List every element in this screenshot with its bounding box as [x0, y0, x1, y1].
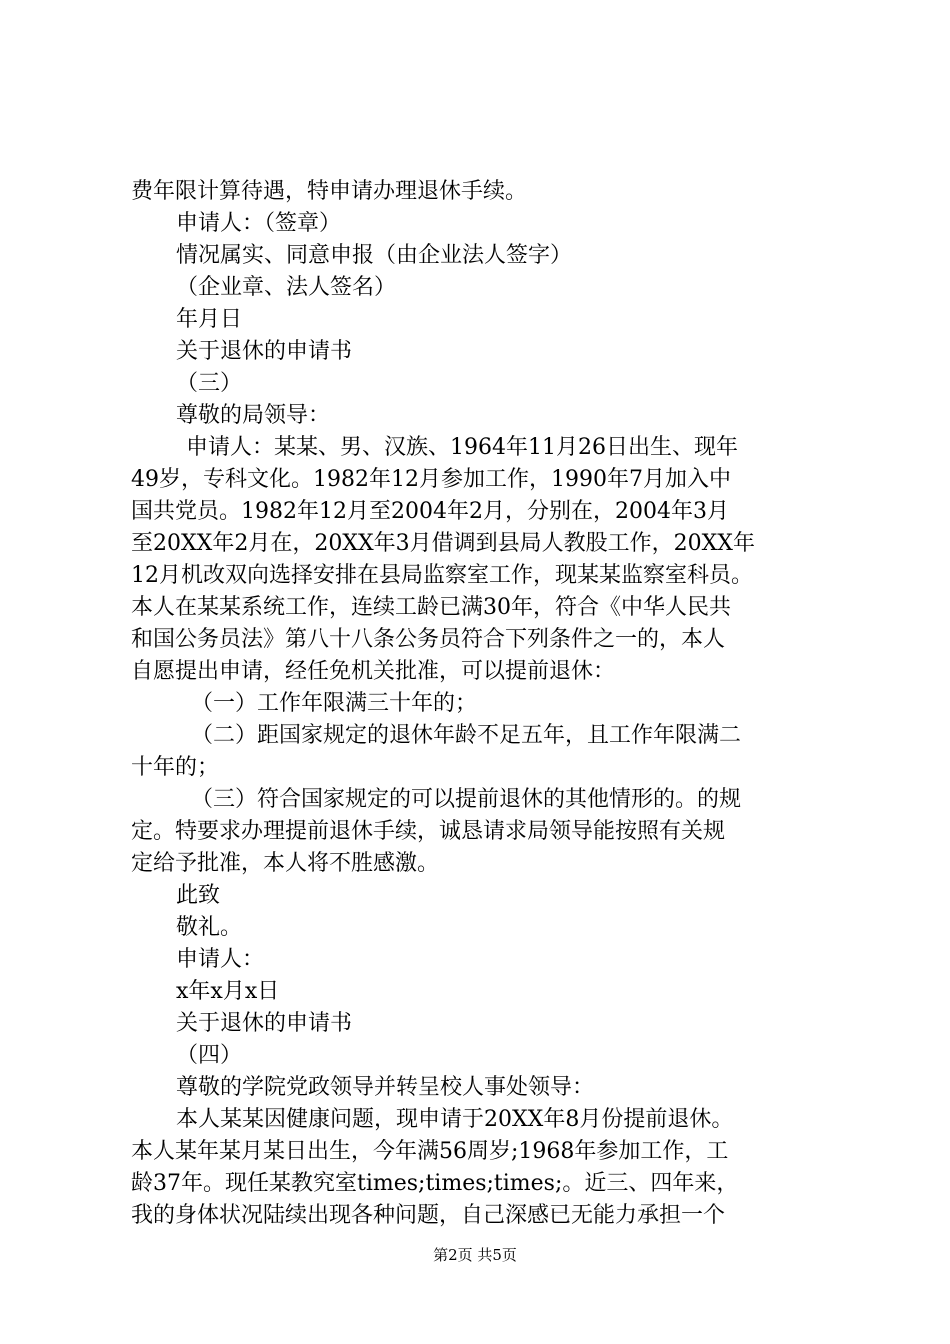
- text-line: 申请人：（签章）: [176, 211, 342, 236]
- document-body: [131, 176, 831, 1232]
- text-line: 费年限计算待遇，特申请办理退休手续。: [131, 179, 528, 204]
- text-line: 定给予批准，本人将不胜感激。: [131, 851, 440, 876]
- text-line: 十年的；: [131, 755, 220, 780]
- text-line: 至20XX年2月在，20XX年3月借调到县局人教股工作，20XX年: [131, 531, 755, 556]
- closing: 此致: [176, 883, 221, 908]
- page-number-footer: 第2页 共5页: [433, 1246, 517, 1264]
- text-line: 本人某某因健康问题，现申请于20XX年8月份提前退休。: [176, 1107, 734, 1132]
- list-item: （二）距国家规定的退休年龄不足五年，且工作年限满二: [191, 723, 742, 748]
- text-line: 12月机改双向选择安排在县局监察室工作，现某某监察室科员。: [131, 563, 753, 588]
- section-number: （三）: [176, 371, 243, 396]
- text-line: 情况属实、同意申报（由企业法人签字）: [176, 243, 573, 268]
- closing: 敬礼。: [176, 915, 243, 940]
- text-line: 我的身体状况陆续出现各种问题，自己深感已无能力承担一个: [131, 1203, 726, 1228]
- salutation: 尊敬的学院党政领导并转呈校人事处领导：: [176, 1075, 595, 1100]
- list-item: （一）工作年限满三十年的；: [191, 691, 478, 716]
- list-item: （三）符合国家规定的可以提前退休的其他情形的。的规: [191, 787, 742, 812]
- text-line: 和国公务员法》第八十八条公务员符合下列条件之一的，本人: [131, 627, 726, 652]
- text-line: 本人在某某系统工作，连续工龄已满30年，符合《中华人民共: [131, 595, 731, 620]
- text-line: 龄37年。现任某教究室times;times;times;。近三、四年来，: [131, 1171, 739, 1196]
- text-line: 定。特要求办理提前退休手续，诚恳请求局领导能按照有关规: [131, 819, 726, 844]
- text-line: 本人某年某月某日出生，今年满56周岁;1968年参加工作，工: [131, 1139, 729, 1164]
- text-line: 自愿提出申请，经任免机关批准，可以提前退休：: [131, 659, 616, 684]
- date-line: x年x月x日: [176, 979, 280, 1004]
- salutation: 尊敬的局领导：: [176, 403, 331, 428]
- text-line: 国共党员。1982年12月至2004年2月，分别在，2004年3月: [131, 499, 729, 524]
- section-title: 关于退休的申请书: [176, 339, 353, 364]
- text-line: （企业章、法人签名）: [176, 275, 397, 300]
- text-line: 申请人：某某、男、汉族、1964年11月26日出生、现年: [186, 435, 738, 460]
- signature-label: 申请人：: [176, 947, 265, 972]
- text-line: 49岁，专科文化。1982年12月参加工作，1990年7月加入中: [131, 467, 731, 492]
- section-title: 关于退休的申请书: [176, 1011, 353, 1036]
- section-number: （四）: [176, 1043, 243, 1068]
- text-line: 年月日: [176, 307, 243, 332]
